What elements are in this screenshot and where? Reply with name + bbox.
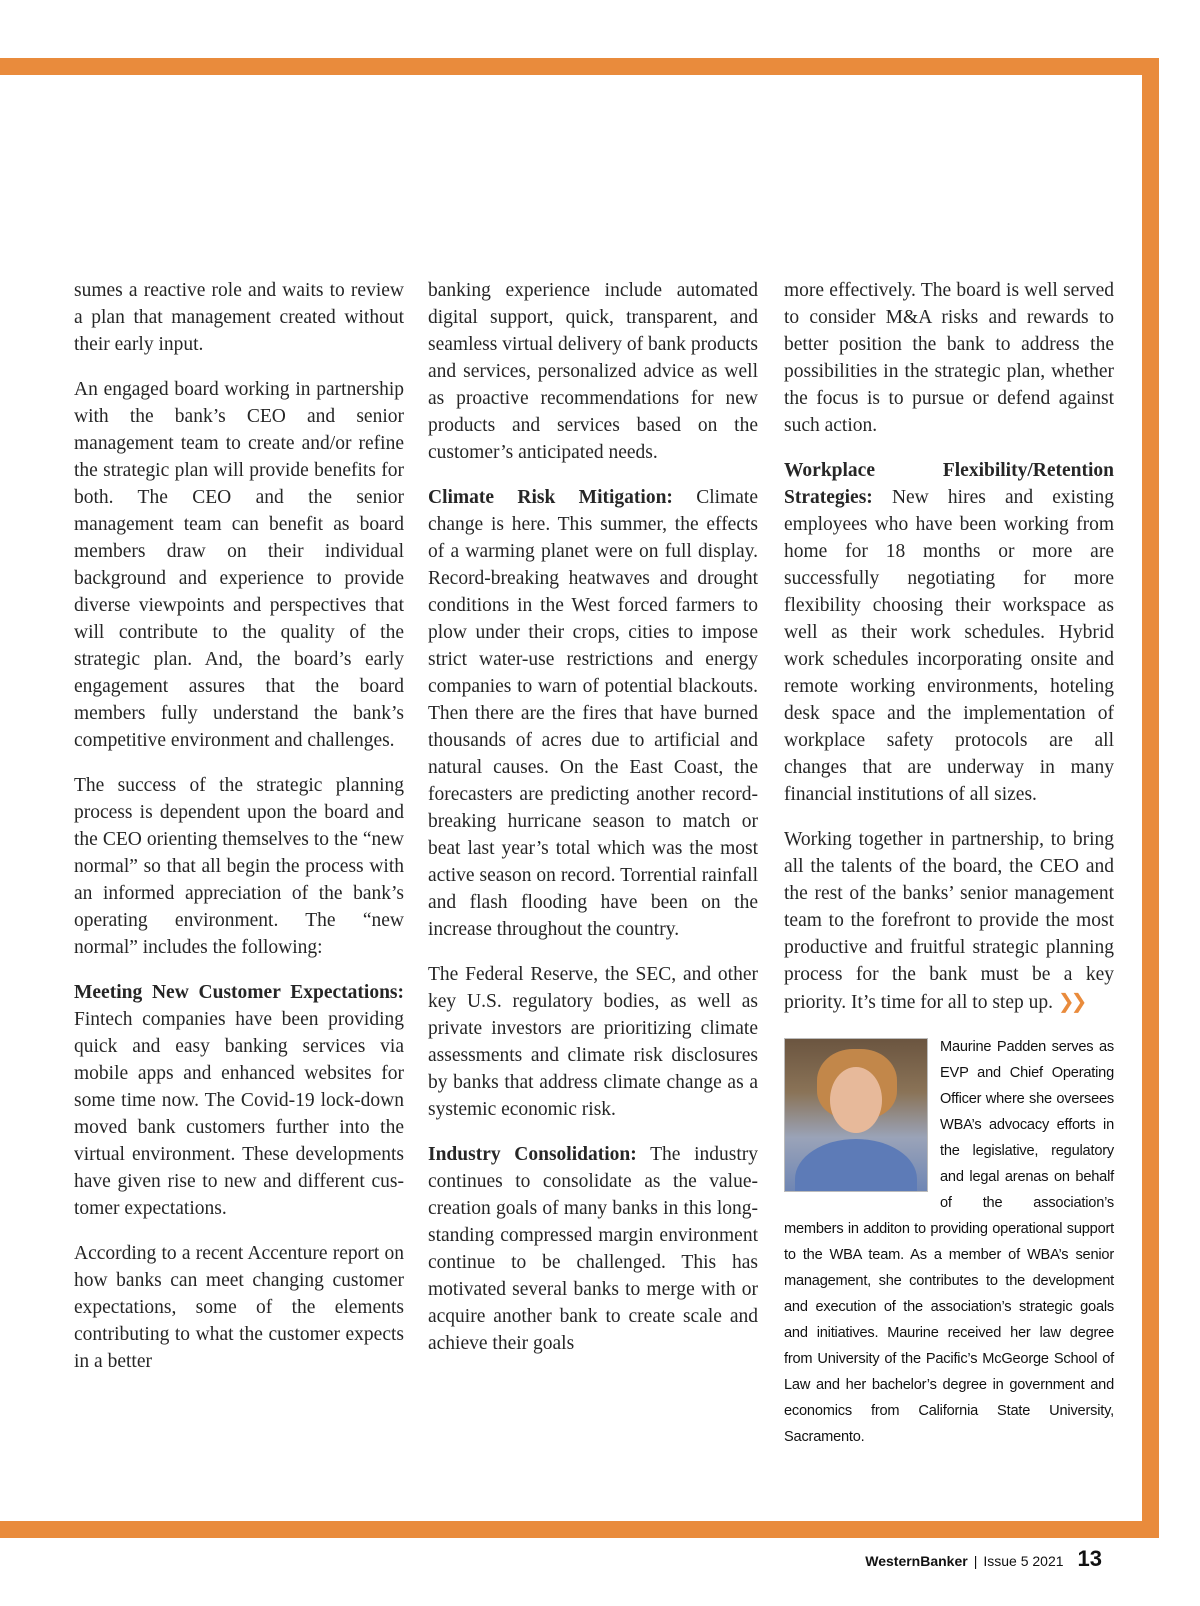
author-photo [784,1038,928,1192]
frame-bottom-border [0,1521,1159,1538]
paragraph-text: Fintech companies have been providing quick and easy banking services via mobile apps and enhanced websites for some time now. The Covid-19 lock-down moved bank customers further into the virtual environment. These developments have given rise to new and different customer expectations. [74,1009,404,1219]
author-bio [784,1034,1114,1450]
paragraph-text: Working together in partnership, to bring all the talents of the board, the CEO and the rest of the banks’ senior management team to the forefront to provide the most productive and fruitful strategic planning process for the bank must be a key priority. It’s time for all to step up. [784,829,1114,1013]
frame-right-border [1142,58,1159,1538]
paragraph-text: The industry continues to consolidate as the value-creation goals of many banks in this long-standing compressed margin environment continue to be challenged. This has motivated several banks to merge with or acquire another bank to create scale and achieve their goals [428,1144,758,1354]
section-heading: Climate Risk Mitigation: [428,487,673,508]
article-column-3 [784,277,1114,1450]
article-column-2 [428,277,758,1375]
paragraph: According to a recent Accenture report on how banks can meet changing customer expectations, some of the elements contributing to what the customer expects in a better [74,1243,404,1372]
paragraph: sumes a reactive role and waits to review a plan that management created without their early input. [74,280,404,355]
author-bio-text: Maurine Padden serves as EVP and Chief Operating Officer where she oversees WBA’s advocacy efforts in the legislative, regulatory and legal arenas on behalf of the association’s members in additon to providing operational support to the WBA team. As a member of WBA’s senior management, she contributes to the development and execution of the association’s strategic goals and initiatives. Maurine received her law degree from University of the Pacific’s McGeorge School of Law and her bachelor’s degree in government and economics from California State University, Sacramento. [784,1039,1114,1445]
paragraph-text: Climate change is here. This summer, the effects of a warming planet were on full display. Record-breaking heatwaves and drought conditions in the West forced farmers to plow under their crops, cities to impose strict water-use restrictions and energy companies to warn of potential blackouts. Then there are the fires that have burned thousands of acres due to artificial and natural causes. On the East Coast, the forecasters are predicting another record-breaking hurricane season to match or beat last year’s total which was the most active season on record. Torrential rainfall and flash flooding have been on the increase throughout the country. [428,487,758,940]
footer-separator: | [973,1553,978,1569]
paragraph: The Federal Reserve, the SEC, and other key U.S. regulatory bodies, as well as private investors are prioritizing climate assessments and climate risk disclosures by banks that address climate change as a systemic economic risk. [428,964,758,1120]
paragraph-text: New hires and existing employees who have been working from home for 18 months or more are successfully negotiating for more flexibility choosing their workspace as well as their work schedules. Hybrid work schedules incorporating onsite and remote working environments, hoteling desk space and the implementation of workplace safety protocols are all changes that are underway in many financial institutions of all sizes. [784,487,1114,805]
photo-body [795,1139,917,1192]
paragraph [428,484,758,943]
paragraph: banking experience include automated digital support, quick, transparent, and seamless virtual delivery of bank products and services, personalized advice as well as proactive recommendations for new products and services based on the customer’s anticipated needs. [428,280,758,463]
paragraph [784,457,1114,808]
paragraph: An engaged board working in partnership with the bank’s CEO and senior management team to create and/or refine the strategic plan will provide benefits for both. The CEO and the senior management team can benefit as board members draw on their individual background and experience to provide diverse viewpoints and perspectives that will contribute to the quality of the strategic plan. And, the board’s early engagement assures that the board members fully understand the bank’s competitive environment and challenges. [74,379,404,751]
paragraph [428,1141,758,1357]
page-number: 13 [1077,1546,1102,1571]
page-footer [865,1546,1102,1572]
magazine-name: WesternBanker [865,1553,968,1569]
paragraph [784,826,1114,1016]
paragraph: The success of the strategic planning process is dependent upon the board and the CEO orienting themselves to the “new normal” so that all begin the process with an informed appreciation of the bank’s operating environment. The “new normal” includes the following: [74,775,404,958]
paragraph [74,979,404,1222]
frame-top-border [0,58,1159,75]
section-heading: Industry Consolidation: [428,1144,637,1165]
double-chevron-end-icon: ❯❯ [1057,989,1084,1013]
section-heading: Meeting New Customer Expectations: [74,982,404,1003]
article-column-1 [74,277,404,1393]
paragraph: more effectively. The board is well served to consider M&A risks and rewards to better position the bank to address the possibilities in the strategic plan, whether the focus is to pursue or defend against such action. [784,280,1114,436]
photo-face [830,1067,882,1133]
issue-label: Issue 5 2021 [983,1553,1064,1569]
section-heading: Workplace Flexibility/Retention Strategies: [784,460,1114,508]
